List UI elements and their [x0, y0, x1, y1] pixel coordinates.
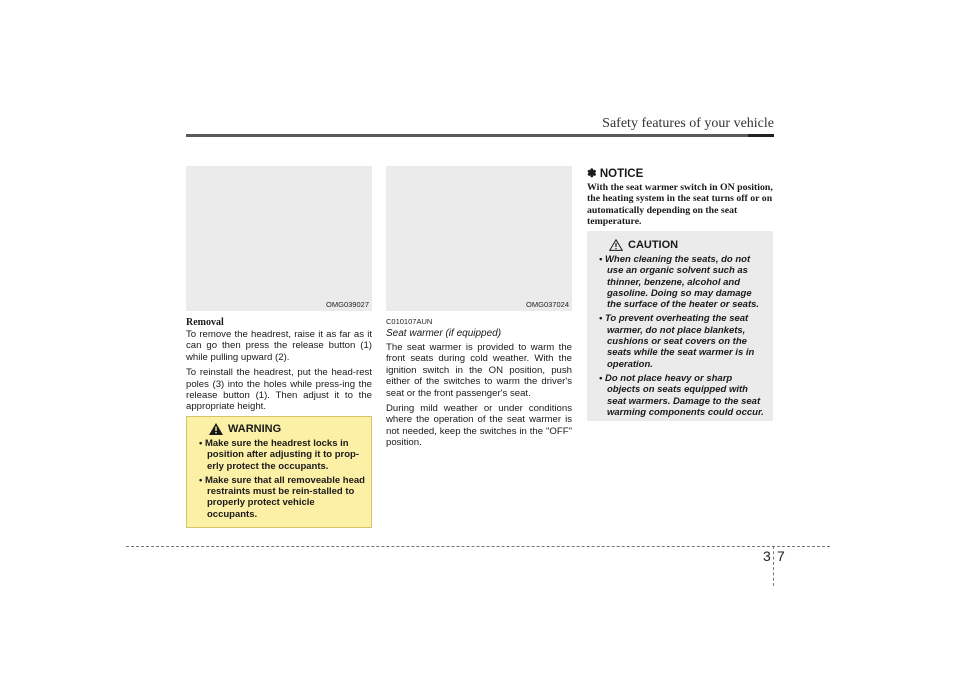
header-rule-accent [748, 134, 774, 137]
removal-paragraph-2: To reinstall the headrest, put the head-rest poles (3) into the holes while press-ing the release button (1). Then adjust it to the appropriate height. [186, 367, 372, 413]
column-notice [587, 166, 773, 228]
page-number: 7 [777, 548, 785, 564]
notice-body: With the seat warmer switch in ON position, the heating system in the seat turns off or on automatically depending on the seat temperature. [587, 182, 773, 228]
caution-title-row [609, 239, 767, 251]
seat-warmer-heading: Seat warmer (if equipped) [386, 328, 502, 339]
column-seat-warmer [386, 166, 572, 453]
seat-warmer-paragraph-1: The seat warmer is provided to warm the front seats during cold weather. With the ignition switch in the ON position, push either of the switches to warm the driver's seat or the front passenger's seat. [386, 342, 572, 399]
caution-item: • Do not place heavy or sharp objects on seats equipped with seat warmers. Damage to the seat warming components could occur. [599, 372, 764, 418]
chapter-number: 3 [763, 548, 771, 564]
page-number-divider [773, 546, 774, 586]
caution-list [595, 254, 767, 418]
caution-triangle-icon [609, 239, 623, 251]
seat-warmer-figure [386, 166, 572, 311]
caution-box [587, 231, 773, 421]
warning-item: • Make sure that all removeable head restraints must be rein-stalled to properly protect vehicle occupants. [199, 474, 365, 520]
removal-paragraph-1: To remove the headrest, raise it as far as it can go then press the release button (1) while pulling upward (2). [186, 329, 372, 363]
caution-item: • When cleaning the seats, do not use an organic solvent such as thinner, benzene, alcohol and gasoline. Doing so may damage the surface of the heater or seats. [599, 254, 760, 311]
warning-item: • Make sure the headrest locks in position after adjusting it to prop-erly protect the occupants. [199, 438, 359, 472]
warning-triangle-icon [209, 423, 223, 435]
warning-title: WARNING [228, 423, 282, 435]
removal-heading: Removal [186, 317, 224, 328]
figure-label: OMG037024 [526, 300, 569, 309]
seat-warmer-paragraph-2: During mild weather or under conditions where the operation of the seat warmer is not needed, keep the switches in the "OFF" position. [386, 403, 572, 449]
warning-list [195, 438, 365, 520]
warning-title-row [209, 423, 365, 435]
figure-label: OMG039027 [326, 300, 369, 309]
caution-title: CAUTION [628, 239, 679, 251]
header-rule [186, 134, 774, 137]
warning-box [186, 416, 372, 528]
caution-item: • To prevent overheating the seat warmer, do not place blankets, cushions or seat covers on the seats while the seat warmer is in operation. [599, 313, 755, 370]
headrest-figure [186, 166, 372, 311]
section-title: Safety features of your vehicle [602, 116, 774, 131]
section-code: C010107AUN [386, 317, 433, 326]
footer-rule [126, 546, 830, 547]
notice-title: ✽ NOTICE [587, 168, 644, 180]
column-headrest-removal [186, 166, 372, 417]
